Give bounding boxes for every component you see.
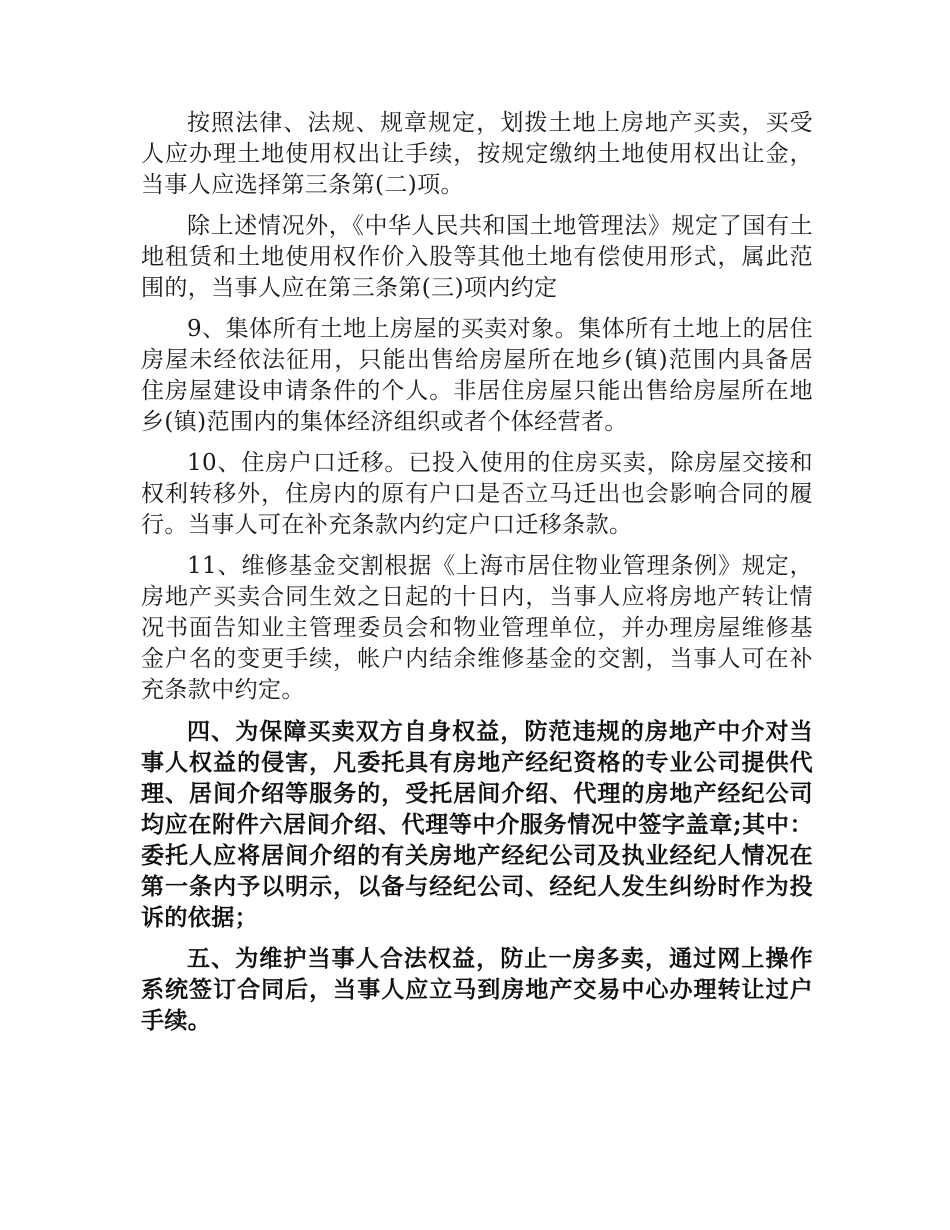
paragraph-agency-rights: 四、为保障买卖双方自身权益，防范违规的房地产中介对当事人权益的侵害，凡委托具有房地产经纪资格的专业公司提供代理、居间介绍等服务的，受托居间介绍、代理的房地产经纪公司均应在附件六居间介绍、代理等中介服务情况中签字盖章;其中：委托人应将居间介绍的有关房地产经纪公司及执业经纪人情况在第一条内予以明示，以备与经纪公司、经纪人发生纠纷时作为投诉的依据； bbox=[141, 718, 813, 931]
paragraph-household-registration: 10、住房户口迁移。已投入使用的住房买卖，除房屋交接和权利转移外，住房内的原有户口是否立马迁出也会影响合同的履行。当事人可在补充条款内约定户口迁移条款。 bbox=[141, 450, 813, 538]
paragraph-land-management-law: 除上述情况外，《中华人民共和国土地管理法》规定了国有土地租赁和土地使用权作价入股等其他土地有偿使用形式，属此范围的，当事人应在第三条第(三)项内约定 bbox=[141, 213, 813, 301]
paragraph-maintenance-fund: 11、维修基金交割根据《上海市居住物业管理条例》规定，房地产买卖合同生效之日起的十日内，当事人应将房地产转让情况书面告知业主管理委员会和物业管理单位，并办理房屋维修基金户名的变更手续，帐户内结余维修基金的交割，当事人可在补充条款中约定。 bbox=[141, 553, 813, 703]
paragraph-collective-land-sale: 9、集体所有土地上房屋的买卖对象。集体所有土地上的居住房屋未经依法征用，只能出售给房屋所在地乡(镇)范围内具备居住房屋建设申请条件的个人。非居住房屋只能出售给房屋所在地乡(镇)范围内的集体经济组织或者个体经营者。 bbox=[141, 316, 813, 435]
paragraph-transfer-registration: 五、为维护当事人合法权益，防止一房多卖，通过网上操作系统签订合同后，当事人应立马到房地产交易中心办理转让过户手续。 bbox=[141, 945, 813, 1034]
paragraph-land-transfer-fee: 按照法律、法规、规章规定，划拨土地上房地产买卖，买受人应办理土地使用权出让手续，按规定缴纳土地使用权出让金，当事人应选择第三条第(二)项。 bbox=[141, 110, 813, 198]
document-body bbox=[141, 108, 813, 1046]
